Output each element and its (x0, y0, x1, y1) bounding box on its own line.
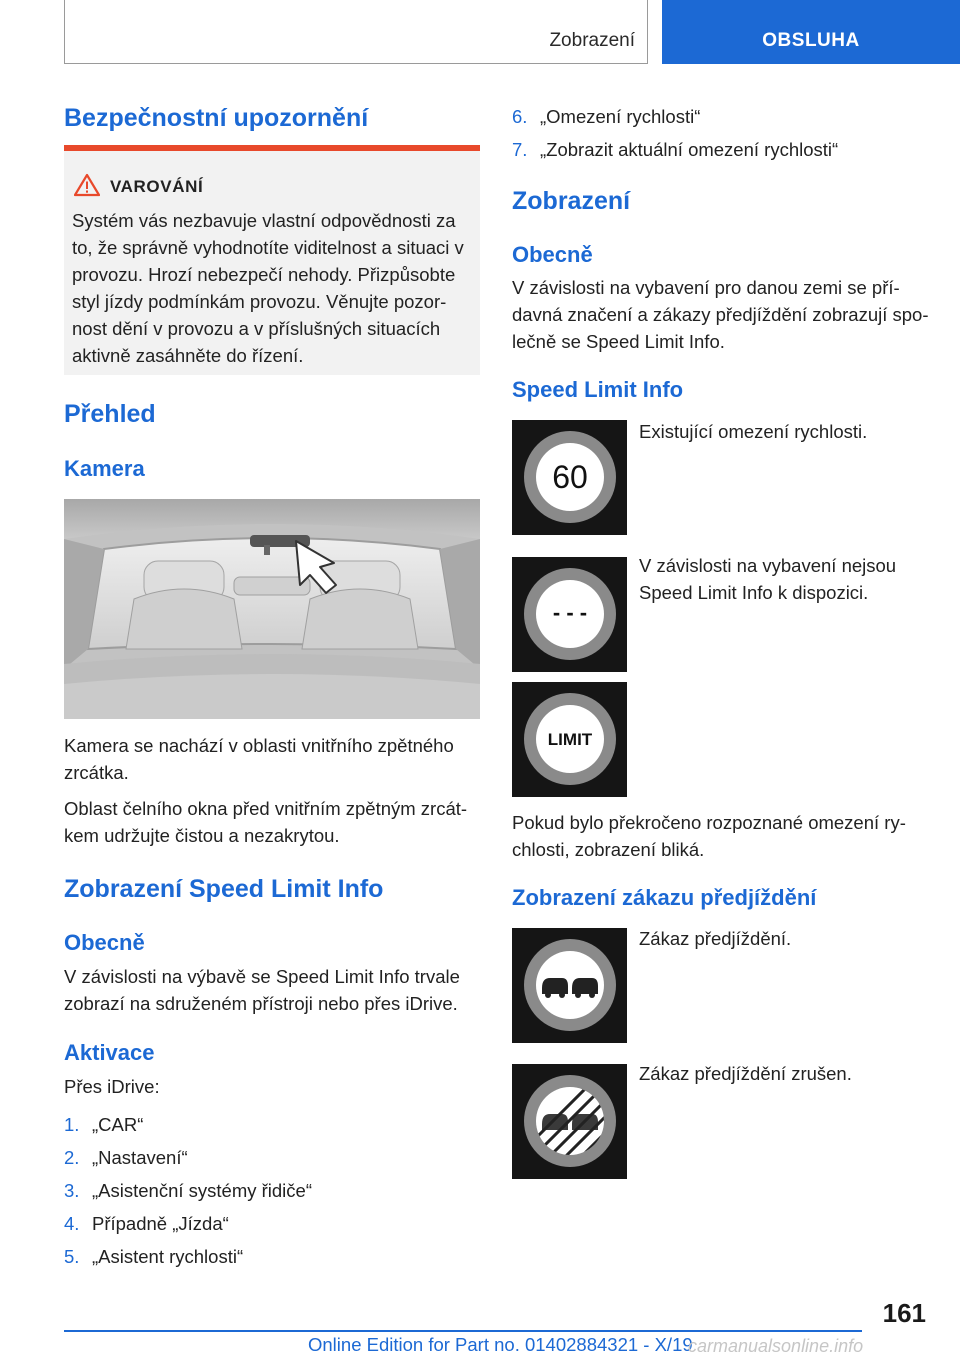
camera-text-line: Oblast čelního okna před vnitřním zpětným zrcát- (64, 798, 468, 819)
heading-speed-limit-info: Speed Limit Info (512, 377, 684, 402)
general-text-line: V závislosti na výbavě se Speed Limit Info trvale (64, 966, 460, 987)
list-item: 5. „Asistent rychlosti“ (64, 1246, 244, 1267)
general-text-line: zobrazí na sdruženém přístroji nebo přes iDrive. (64, 993, 458, 1014)
speed-limit-exceeded-image (512, 682, 627, 797)
no-overtaking-caption: Zákaz předjíždění. (639, 928, 792, 949)
sign-dash-label: - - - (552, 600, 588, 625)
heading-overview: Přehled (64, 400, 156, 428)
activation-steps-list (64, 1108, 312, 1273)
heading-overtaking: Zobrazení zákazu předjíždění (512, 885, 817, 910)
general-text-right (512, 274, 942, 355)
warning-line: to, že správně vyhodnotíte viditelnost a situaci v (72, 237, 464, 258)
warning-box (64, 145, 480, 375)
warning-text (72, 207, 474, 369)
camera-text-line: kem udržujte čistou a nezakrytou. (64, 825, 340, 846)
header-section-tab (64, 0, 648, 64)
activation-steps-continued (512, 100, 838, 166)
heading-general-right: Obecně (512, 242, 593, 267)
warning-line: nost dění v provozu a v příslušných situacích (72, 318, 441, 339)
heading-speed-limit-display: Zobrazení Speed Limit Info (64, 875, 384, 903)
warning-line: aktivně zasáhněte do řízení. (72, 345, 304, 366)
header-chapter-tab (662, 0, 960, 64)
speed-limit-unavailable-image (512, 557, 627, 672)
list-item: 3. „Asistenční systémy řidiče“ (64, 1180, 312, 1201)
sign-dash-caption (639, 552, 896, 606)
exceeded-line: Pokud bylo překročeno rozpoznané omezení ry- (512, 812, 906, 833)
speed-limit-60-image (512, 420, 627, 535)
activation-intro: Přes iDrive: (64, 1076, 160, 1097)
general-text-left (64, 963, 484, 1017)
no-overtaking-image (512, 928, 627, 1043)
warning-title: VAROVÁNÍ (110, 177, 204, 196)
list-item: 7. „Zobrazit aktuální omezení rychlosti“ (512, 139, 839, 160)
overtaking-cancelled-caption: Zákaz předjíždění zrušen. (639, 1063, 852, 1084)
general-text-line: V závislosti na vybavení pro danou zemi se pří- (512, 277, 900, 298)
camera-description-1 (64, 732, 484, 786)
heading-safety-notes: Bezpečnostní upozornění (64, 104, 369, 132)
list-item: 1. „CAR“ (64, 1114, 144, 1135)
header-section-label: Zobrazení (549, 30, 635, 51)
heading-general-left: Obecně (64, 930, 145, 955)
general-text-line: davná značení a zákazy předjíždění zobrazují spo- (512, 304, 929, 325)
list-item: 4. Případně „Jízda“ (64, 1213, 229, 1234)
heading-camera: Kamera (64, 456, 145, 481)
header-chapter-label: OBSLUHA (762, 30, 860, 51)
sign-60-label: 60 (552, 459, 588, 495)
camera-text-line: Kamera se nachází v oblasti vnitřního zpětného (64, 735, 454, 756)
watermark: carmanualsonline.info (688, 1336, 864, 1356)
warning-line: Systém vás nezbavuje vlastní odpovědnosti za (72, 210, 456, 231)
sign-limit-label: LIMIT (547, 730, 593, 749)
exceeded-text (512, 809, 942, 863)
caption-line: V závislosti na vybavení nejsou (639, 555, 897, 576)
list-item: 6. „Omezení rychlosti“ (512, 106, 701, 127)
heading-display: Zobrazení (512, 187, 631, 215)
exceeded-line: chlosti, zobrazení bliká. (512, 839, 705, 860)
camera-description-2 (64, 795, 484, 849)
footer-divider (64, 1330, 862, 1332)
camera-text-line: zrcátka. (64, 762, 129, 783)
footer-edition: Online Edition for Part no. 01402884321 - X/19 (308, 1334, 693, 1355)
general-text-line: lečně se Speed Limit Info. (512, 331, 725, 352)
sign-60-caption: Existující omezení rychlosti. (639, 421, 868, 442)
page-number: 161 (882, 1298, 926, 1328)
warning-triangle-icon (74, 173, 100, 197)
heading-activation: Aktivace (64, 1040, 155, 1065)
overtaking-allowed-image (512, 1064, 627, 1179)
warning-line: styl jízdy podmínkám provozu. Věnujte pozor- (72, 291, 447, 312)
caption-line: Speed Limit Info k dispozici. (639, 582, 869, 603)
camera-location-image (64, 499, 480, 719)
list-item: 2. „Nastavení“ (64, 1147, 188, 1168)
warning-line: provozu. Hrozí nebezpečí nehody. Přizpůsobte (72, 264, 456, 285)
